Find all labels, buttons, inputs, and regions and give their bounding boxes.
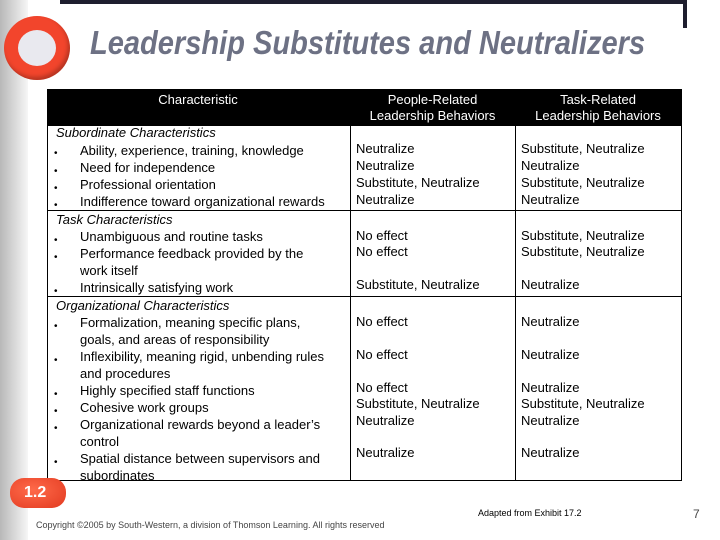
bullet-dot: • (54, 183, 58, 194)
bullet-dot: • (54, 457, 58, 468)
row-people: Neutralize (356, 141, 415, 156)
row-label: Cohesive work groups (80, 400, 209, 415)
row-label-line1: Performance feedback provided by the (80, 246, 304, 261)
row-people: No effect (356, 314, 408, 329)
row-task: Substitute, Neutralize (521, 396, 645, 411)
header-people-line2: Leadership Behaviors (369, 108, 496, 123)
bullet-dot: • (54, 200, 58, 211)
row-people: No effect (356, 228, 408, 243)
row-task: Neutralize (521, 192, 580, 207)
bullet (54, 452, 74, 471)
bullet-dot: • (54, 423, 58, 434)
row-task: Neutralize (521, 347, 580, 362)
row-label: Intrinsically satisfying work (80, 280, 234, 295)
row-label: Need for independence (80, 160, 216, 175)
row-people: Neutralize (356, 158, 415, 173)
row-label-line2: subordinates (80, 468, 155, 483)
header-people-line1: People-Related (387, 92, 478, 107)
row-people: No effect (356, 347, 408, 362)
row-label-line2: goals, and areas of responsibility (80, 332, 270, 347)
bullet (54, 350, 74, 369)
row-people: No effect (356, 380, 408, 395)
header-characteristic-label: Characteristic (158, 92, 238, 107)
exhibit-number-badge (10, 478, 70, 512)
row-people: Substitute, Neutralize (356, 175, 480, 190)
bullet-dot: • (54, 235, 58, 246)
right-border-bar (683, 0, 687, 28)
left-gradient-bar (0, 0, 28, 540)
bullet-dot: • (54, 406, 58, 417)
row-people: Substitute, Neutralize (356, 396, 480, 411)
row-label-line1: Formalization, meaning specific plans, (80, 315, 301, 330)
row-task: Substitute, Neutralize (521, 141, 645, 156)
bullet-dot: • (54, 252, 58, 263)
header-characteristic (48, 92, 348, 108)
row-task: Neutralize (521, 277, 580, 292)
bullet-dot: • (54, 148, 58, 159)
top-border-bar (60, 0, 687, 4)
substitutes-table (47, 89, 682, 481)
row-task: Substitute, Neutralize (521, 175, 645, 190)
bullet-dot: • (54, 286, 58, 297)
section-task: Task Characteristics (56, 212, 173, 227)
title-circle-inner (18, 30, 56, 66)
badge-number: 1.2 (24, 484, 47, 501)
bullet (54, 418, 74, 437)
row-label-line1: Organizational rewards beyond a leader’s (80, 417, 321, 432)
row-task: Substitute, Neutralize (521, 244, 645, 259)
row-label: Ability, experience, training, knowledge (80, 143, 304, 158)
bullet (54, 316, 74, 335)
row-label-line1: Spatial distance between supervisors and (80, 451, 320, 466)
bullet-dot: • (54, 355, 58, 366)
row-people: Substitute, Neutralize (356, 277, 480, 292)
row-task: Neutralize (521, 314, 580, 329)
row-label: Professional orientation (80, 177, 216, 192)
row-label: Indifference toward organizational rewards (80, 194, 325, 209)
bullet-dot: • (54, 166, 58, 177)
header-task-related (515, 92, 681, 124)
header-task-line2: Leadership Behaviors (535, 108, 661, 123)
slide-title: Leadership Substitutes and Neutralizers (90, 24, 646, 61)
title-circle-decoration (4, 16, 70, 80)
column-divider-2 (515, 126, 516, 480)
bullet-dot: • (54, 389, 58, 400)
row-label-line2: work itself (80, 263, 138, 278)
column-divider-1 (350, 126, 351, 480)
header-task-line1: Task-Related (560, 92, 636, 107)
page-number: 7 (693, 507, 700, 521)
bullet-dot: • (54, 321, 58, 332)
copyright-text: Copyright ©2005 by South-Western, a division of Thomson Learning. All rights reserved (36, 520, 385, 530)
row-task: Neutralize (521, 158, 580, 173)
section-subordinate: Subordinate Characteristics (56, 125, 216, 140)
row-label: Unambiguous and routine tasks (80, 229, 263, 244)
row-people: Neutralize (356, 192, 415, 207)
table-header (48, 90, 681, 126)
row-task: Neutralize (521, 380, 580, 395)
bullet (54, 247, 74, 266)
row-label-line2: control (80, 434, 120, 449)
section-organizational: Organizational Characteristics (56, 298, 230, 313)
row-label-line2: and procedures (80, 366, 171, 381)
row-people: Neutralize (356, 445, 415, 460)
row-label: Highly specified staff functions (80, 383, 255, 398)
row-people: Neutralize (356, 413, 415, 428)
row-task: Substitute, Neutralize (521, 228, 645, 243)
bullet (54, 143, 74, 162)
row-people: No effect (356, 244, 408, 259)
row-task: Neutralize (521, 445, 580, 460)
row-task: Neutralize (521, 413, 580, 428)
source-note: Adapted from Exhibit 17.2 (478, 508, 582, 518)
header-people-related (350, 92, 515, 124)
row-label-line1: Inflexibility, meaning rigid, unbending rules (80, 349, 325, 364)
